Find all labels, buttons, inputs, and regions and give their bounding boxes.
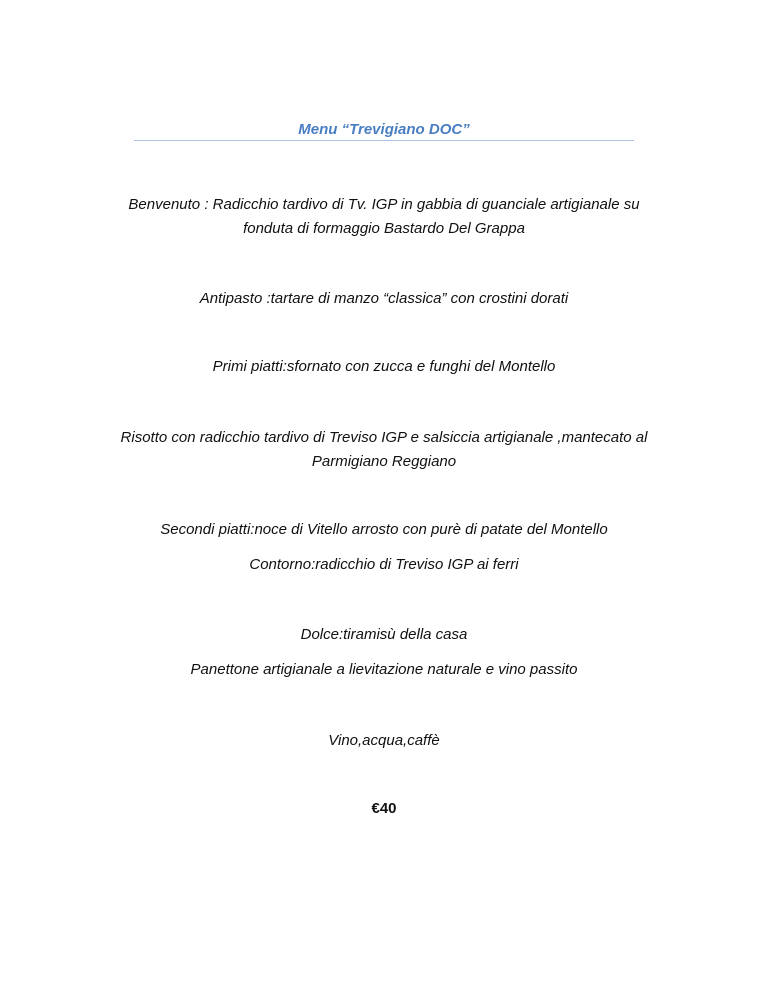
menu-price: €40 [371, 800, 397, 817]
title-underline [134, 140, 634, 141]
panettone-line: Panettone artigianale a lievitazione naturale e vino passito [190, 661, 578, 678]
bevande-line: Vino,acqua,caffè [328, 732, 440, 749]
menu-title: Menu “Trevigiano DOC” [298, 121, 470, 138]
benvenuto-line-2: fonduta di formaggio Bastardo Del Grappa [243, 220, 525, 237]
risotto-line-1: Risotto con radicchio tardivo di Treviso IGP e salsiccia artigianale ,mantecato al [120, 429, 648, 446]
secondi-line: Secondi piatti:noce di Vitello arrosto con purè di patate del Montello [160, 521, 608, 538]
primi-line: Primi piatti:sfornato con zucca e funghi del Montello [212, 358, 556, 375]
antipasto-line: Antipasto :tartare di manzo “classica” con crostini dorati [199, 290, 569, 307]
risotto-line-2: Parmigiano Reggiano [311, 453, 457, 470]
benvenuto-line-1: Benvenuto : Radicchio tardivo di Tv. IGP in gabbia di guanciale artigianale su [128, 196, 640, 213]
contorno-line: Contorno:radicchio di Treviso IGP ai ferri [249, 556, 519, 573]
dolce-line: Dolce:tiramisù della casa [300, 626, 468, 643]
